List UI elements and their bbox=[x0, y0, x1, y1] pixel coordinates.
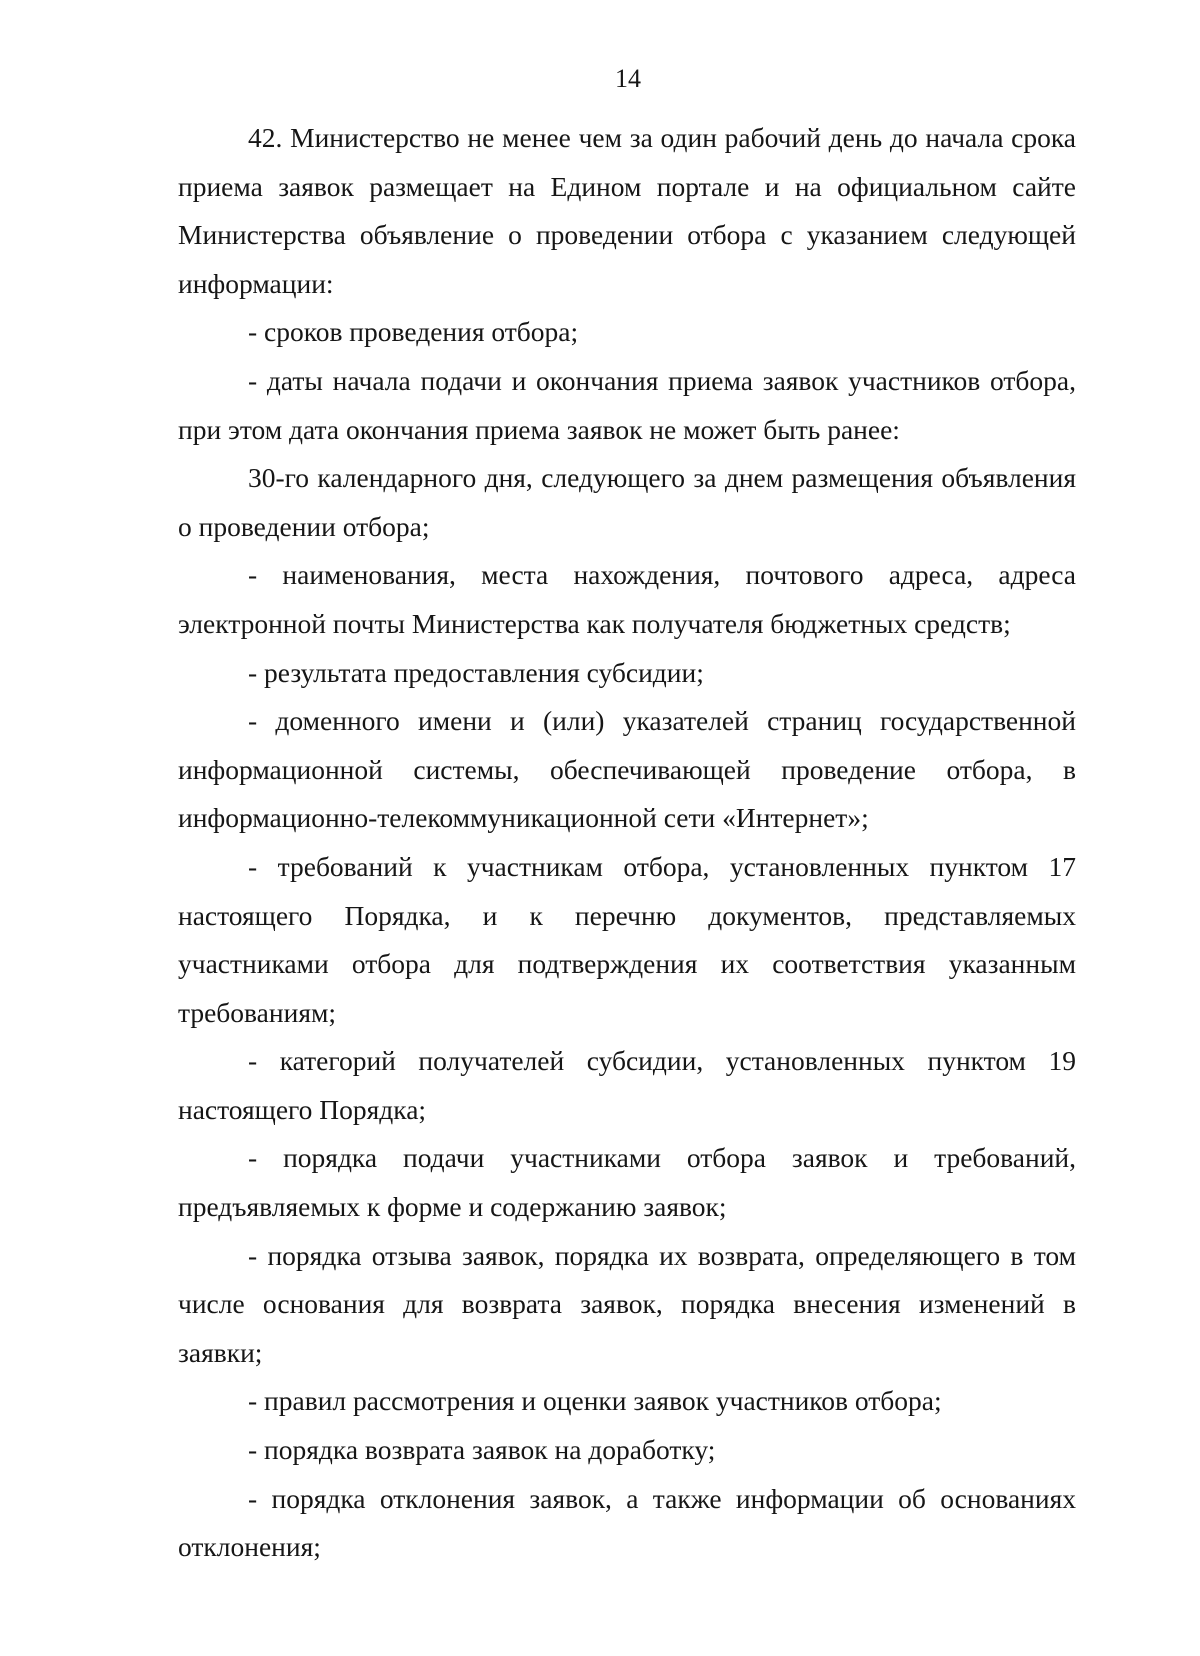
list-item: - правил рассмотрения и оценки заявок участников отбора; bbox=[248, 1385, 942, 1417]
list-item: - требований к участникам отбора, установленных пунктом 17 настоящего Порядка, и к перечню документов, представляемых участниками отбора для подтверждения их соответствия указанным требованиям; bbox=[178, 850, 1076, 1028]
list-item: - доменного имени и (или) указателей страниц государственной информационной системы, обеспечивающей проведение отбора, в информационно-телекоммуникационной сети «Интернет»; bbox=[178, 705, 1076, 834]
list-item: - наименования, места нахождения, почтового адреса, адреса электронной почты Министерства как получателя бюджетных средств; bbox=[178, 559, 1076, 639]
paragraph-item-42-intro: 42. Министерство не менее чем за один рабочий день до начала срока приема заявок размещает на Едином портале и на официальном сайте Министерства объявление о проведении отбора с указанием следующей информации: bbox=[178, 122, 1076, 299]
document-body bbox=[178, 114, 1076, 1572]
list-item: - даты начала подачи и окончания приема заявок участников отбора, при этом дата окончания приема заявок не может быть ранее: bbox=[178, 364, 1076, 445]
page-number: 14 bbox=[615, 64, 641, 93]
list-item: - результата предоставления субсидии; bbox=[248, 656, 704, 688]
list-item: - порядка возврата заявок на доработку; bbox=[248, 1434, 716, 1466]
list-item: 30-го календарного дня, следующего за днем размещения объявления о проведении отбора; bbox=[178, 462, 1076, 542]
list-item: - порядка отклонения заявок, а также информации об основаниях отклонения; bbox=[178, 1482, 1076, 1563]
list-item: - сроков проведения отбора; bbox=[248, 316, 579, 348]
list-item: - порядка отзыва заявок, порядка их возврата, определяющего в том числе основания для возврата заявок, порядка внесения изменений в заявки; bbox=[178, 1239, 1076, 1368]
list-item: - категорий получателей субсидии, установленных пунктом 19 настоящего Порядка; bbox=[178, 1045, 1076, 1125]
list-item: - порядка подачи участниками отбора заявок и требований, предъявляемых к форме и содержанию заявок; bbox=[178, 1142, 1076, 1223]
